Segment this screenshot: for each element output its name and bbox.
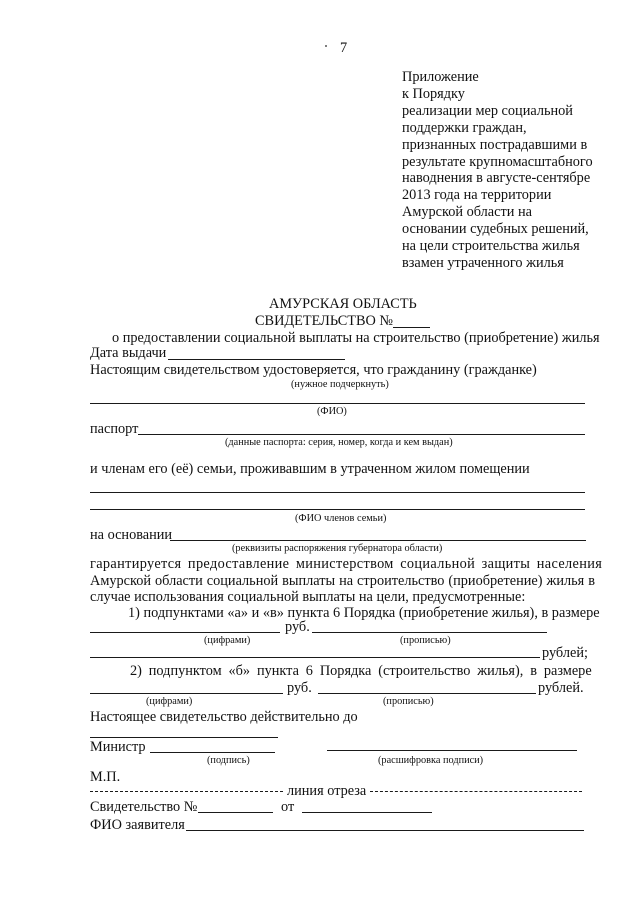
appendix-line: взамен утраченного жилья (402, 254, 564, 271)
appendix-line: поддержки граждан, (402, 119, 527, 136)
item-2-rubles-label: рублей. (538, 680, 584, 696)
appendix-line: Приложение (402, 69, 479, 85)
tear-off-cert-label: Свидетельство № (90, 799, 198, 815)
item-2-words-caption: (прописью) (383, 696, 434, 707)
scan-mark (325, 45, 327, 47)
tear-off-date-field[interactable] (302, 812, 432, 813)
stamp-label: М.П. (90, 769, 121, 785)
fio-field[interactable] (90, 403, 585, 404)
signature-caption: (подпись) (207, 755, 250, 766)
item-1-rub-label: руб. (285, 619, 310, 635)
guarantee-line-2: Амурской области социальной выплаты на строительство (приобретение) жилья в (90, 573, 595, 589)
item-2-rub-label: руб. (287, 680, 312, 696)
certificate-number-field[interactable] (393, 327, 430, 328)
applicant-label: ФИО заявителя (90, 817, 185, 833)
guarantee-line-1: гарантируется предоставление министерством социальной защиты населения (90, 556, 603, 572)
item-1-words-caption: (прописью) (400, 635, 451, 646)
cut-line-left (90, 791, 283, 792)
passport-caption: (данные паспорта: серия, номер, когда и кем выдан) (225, 437, 453, 448)
item-1-digits-field[interactable] (90, 632, 280, 633)
tear-off-cert-number-field[interactable] (198, 812, 273, 813)
appendix-line: Амурской области на (402, 204, 532, 221)
basis-label: на основании (90, 527, 173, 543)
certificate-title: СВИДЕТЕЛЬСТВО № (255, 313, 394, 329)
certificate-subject: о предоставлении социальной выплаты на строительство (приобретение) жилья (112, 330, 600, 346)
item-1-rubles-label: рублей; (542, 645, 588, 661)
item-2-digits-caption: (цифрами) (146, 696, 193, 707)
passport-label: паспорт (90, 421, 139, 437)
family-field-2[interactable] (90, 509, 585, 510)
item-1-digits-caption: (цифрами) (204, 635, 251, 646)
item-1-words-field[interactable] (312, 632, 547, 633)
valid-until-field[interactable] (90, 737, 278, 738)
family-caption: (ФИО членов семьи) (295, 513, 387, 524)
minister-signature-field[interactable] (150, 752, 275, 753)
applicant-field[interactable] (186, 830, 584, 831)
item-1-text: 1) подпунктами «а» и «в» пункта 6 Порядка (приобретение жилья), в размере (128, 605, 600, 621)
guarantee-line-3: случае использования социальной выплаты на цели, предусмотренные: (90, 589, 526, 605)
item-1-words-field-2[interactable] (90, 657, 540, 658)
appendix-line: результате крупномасштабного (402, 153, 593, 170)
minister-name-field[interactable] (327, 750, 577, 751)
appendix-line: признанных пострадавшими в (402, 136, 588, 153)
appendix-line: основании судебных решений, (402, 221, 589, 238)
minister-label: Министр (90, 739, 146, 755)
cut-line-right (370, 791, 582, 792)
appendix-line: на цели строительства жилья (402, 238, 580, 254)
valid-until-text: Настоящее свидетельство действительно до (90, 709, 358, 725)
decode-caption: (расшифровка подписи) (378, 755, 484, 766)
item-2-words-field[interactable] (318, 693, 536, 694)
basis-field[interactable] (170, 540, 586, 541)
cut-line-label: линия отреза (287, 783, 367, 799)
appendix-line: реализации мер социальной (402, 102, 573, 119)
family-text: и членам его (её) семьи, проживавшим в утраченном жилом помещении (90, 461, 530, 477)
page-number: 7 (340, 40, 348, 56)
issue-date-label: Дата выдачи (90, 345, 167, 361)
region-title: АМУРСКАЯ ОБЛАСТЬ (269, 296, 417, 312)
appendix-line: 2013 года на территории (402, 187, 552, 204)
family-field-1[interactable] (90, 492, 585, 493)
underline-hint: (нужное подчеркнуть) (291, 379, 389, 390)
certify-text: Настоящим свидетельством удостоверяется, что гражданину (гражданке) (90, 362, 537, 378)
basis-caption: (реквизиты распоряжения губернатора области) (232, 543, 443, 554)
item-2-text: 2) подпунктом «б» пункта 6 Порядка (строительство жилья), в размере (130, 663, 592, 679)
fio-caption: (ФИО) (317, 406, 347, 417)
item-2-digits-field[interactable] (90, 693, 283, 694)
appendix-line: к Порядку (402, 85, 465, 102)
issue-date-field[interactable] (168, 359, 345, 360)
passport-field[interactable] (138, 434, 585, 435)
appendix-line: наводнения в августе-сентябре (402, 170, 591, 187)
tear-off-from-label: от (281, 799, 295, 815)
